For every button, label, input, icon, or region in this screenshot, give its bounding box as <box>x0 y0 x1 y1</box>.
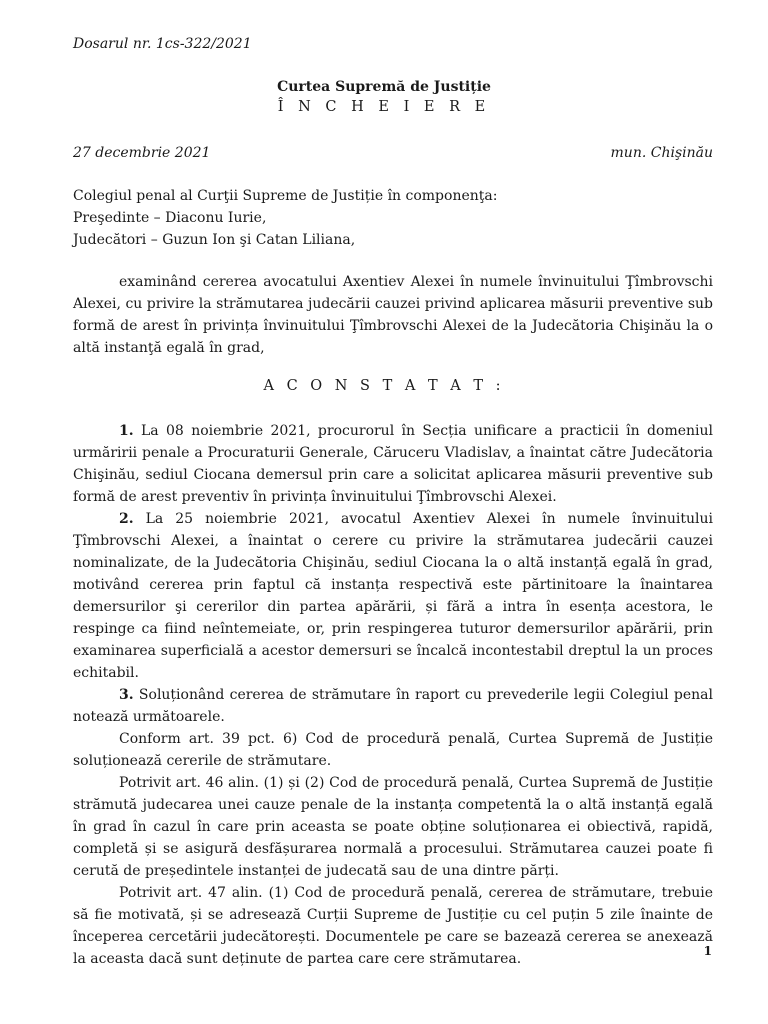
paragraph-text: Potrivit art. 46 alin. (1) și (2) Cod de procedură penală, Curtea Supremă de Justiție strămută judecarea unei cauze penale de la instanța competentă la o altă instanță egală în grad în cazul în care prin aceasta se poate obține soluționarea ei obiectivă, rapidă, completă și se asigură desfășurarea normală a procesului. Strămutarea cauzei poate fi cerută de președintele instanței de judecată sau de una dintre părți. <box>73 775 713 879</box>
document-date: 27 decembrie 2021 <box>73 145 211 161</box>
finding-paragraph <box>73 772 713 882</box>
document-place: mun. Chişinău <box>610 145 713 161</box>
paragraph-number: 1. <box>119 423 134 439</box>
composition-line: Colegiul penal al Curţii Supreme de Justiție în componenţa: <box>73 188 498 204</box>
finding-paragraph <box>73 684 713 728</box>
composition-line: Judecători – Guzun Ion şi Catan Liliana, <box>73 232 356 248</box>
finding-paragraph <box>73 728 713 772</box>
paragraph-text: Conform art. 39 pct. 6) Cod de procedură penală, Curtea Supremă de Justiție soluționează cererile de strămutare. <box>73 731 713 769</box>
paragraph-text: La 25 noiembrie 2021, avocatul Axentiev Alexei în numele învinuitului Ţîmbrovschi Alexei, a înaintat o cerere cu privire la strămutarea judecării cauzei nominalizate, de la Judecătoria Chişinău, sediul Ciocana la o altă instanță egală în grad, motivând cererea prin faptul că instanța respectivă este părtinitoare la înaintarea demersurilor şi cererilor din partea apărării, și fără a intra în esența acestora, le respinge ca fiind neîntemeiate, or, prin respingerea tuturor demersurilor apărării, prin examinarea superficială a acestor demersuri se încalcă incontestabil dreptul la un proces echitabil. <box>73 511 713 681</box>
case-number: Dosarul nr. 1cs-322/2021 <box>73 36 252 52</box>
paragraph-text: La 08 noiembrie 2021, procurorul în Secția unificare a practicii în domeniul urmăririi penale a Procuraturii Generale, Căruceru Vladislav, a înaintat către Judecătoria Chişinău, sediul Ciocana demersul prin care a solicitat aplicarea măsurii preventive sub formă de arest preventiv în privința învinuitului Ţîmbrovschi Alexei. <box>73 423 713 505</box>
page-number: 1 <box>703 944 712 958</box>
paragraph-text: Potrivit art. 47 alin. (1) Cod de procedură penală, cererea de strămutare, trebuie să fie motivată, și se adresează Curții Supreme de Justiție cu cel puțin 5 zile înainte de începerea cercetării judecătorești. Documentele pe care se bazează cererea se anexează la aceasta dacă sunt deținute de partea care cere strămutarea. <box>73 885 713 967</box>
finding-paragraph <box>73 420 713 508</box>
findings-section <box>73 420 713 970</box>
finding-paragraph <box>73 508 713 684</box>
paragraph-number: 2. <box>119 511 134 527</box>
examining-paragraph-block <box>73 271 713 359</box>
paragraph-text: Soluționând cererea de strămutare în raport cu prevederile legii Colegiul penal notează următoarele. <box>73 687 713 725</box>
document-type-title: Î N C H E I E R E <box>277 99 491 115</box>
paragraph-number: 3. <box>119 687 134 703</box>
court-composition <box>73 185 713 251</box>
finding-paragraph <box>73 882 713 970</box>
court-name: Curtea Supremă de Justiție <box>277 79 491 95</box>
section-title: A C O N S T A T A T : <box>263 378 505 394</box>
examining-paragraph: examinând cererea avocatului Axentiev Alexei în numele învinuitului Ţîmbrovschi Alexei, cu privire la strămutarea judecării cauzei privind aplicarea măsurii preventive sub formă de arest în privința învinuitului Ţîmbrovschi Alexei de la Judecătoria Chişinău la o altă instanţă egală în grad, <box>73 274 713 356</box>
composition-line: Preşedinte – Diaconu Iurie, <box>73 210 267 226</box>
